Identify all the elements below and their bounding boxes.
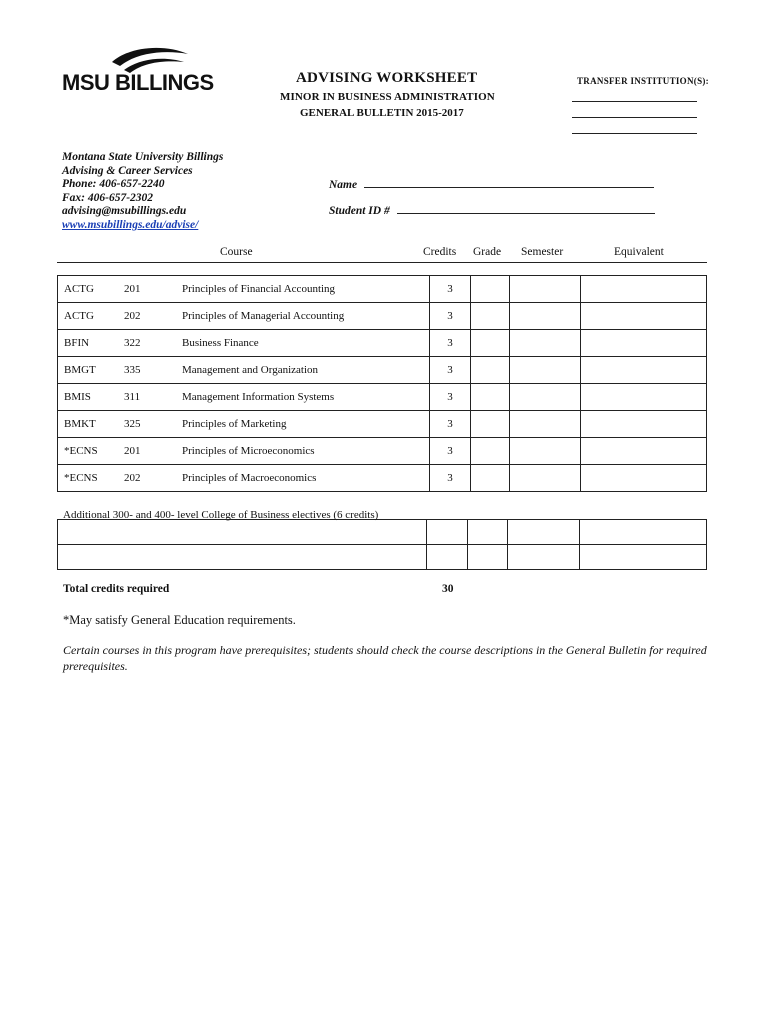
semester-cell[interactable] [510, 411, 581, 438]
equivalent-cell[interactable] [579, 545, 706, 570]
transfer-institution-line[interactable] [572, 133, 697, 134]
grade-cell[interactable] [471, 357, 510, 384]
transfer-institution-line[interactable] [572, 117, 697, 118]
elective-credits-cell[interactable] [426, 520, 467, 545]
course-number: 201 [122, 276, 182, 303]
table-row [58, 411, 707, 438]
equivalent-cell[interactable] [581, 465, 707, 492]
transfer-institutions-label: TRANSFER INSTITUTION(S): [577, 76, 709, 86]
office-name: Advising & Career Services [62, 164, 193, 177]
total-credits-label: Total credits required [63, 583, 170, 595]
electives-label: Additional 300- and 400- level College of Business electives (6 credits) [63, 509, 379, 521]
column-header-grade: Grade [473, 246, 502, 258]
logo-wordmark: MSU BILLINGS [62, 70, 214, 95]
gen-ed-note: *May satisfy General Education requirements. [63, 613, 296, 627]
page-subtitle: MINOR IN BUSINESS ADMINISTRATION [280, 91, 495, 103]
column-header-equivalent: Equivalent [614, 246, 664, 258]
bulletin-label: GENERAL BULLETIN 2015-2017 [300, 107, 464, 119]
course-dept: BFIN [58, 330, 123, 357]
transfer-institution-line[interactable] [572, 101, 697, 102]
university-name: Montana State University Billings [62, 151, 224, 163]
course-title: Principles of Financial Accounting [182, 276, 430, 303]
column-header-semester: Semester [521, 246, 564, 258]
electives-table [57, 519, 707, 570]
course-number: 311 [122, 384, 182, 411]
course-credits: 3 [430, 438, 471, 465]
total-credits-value: 30 [442, 583, 454, 595]
course-credits: 3 [430, 357, 471, 384]
course-credits: 3 [430, 303, 471, 330]
equivalent-cell[interactable] [581, 438, 707, 465]
course-number: 335 [122, 357, 182, 384]
course-title: Management and Organization [182, 357, 430, 384]
grade-cell[interactable] [471, 330, 510, 357]
elective-credits-cell[interactable] [426, 545, 467, 570]
course-dept: BMIS [58, 384, 123, 411]
course-table [57, 275, 707, 492]
page-title: ADVISING WORKSHEET [296, 70, 478, 86]
course-title: Principles of Managerial Accounting [182, 303, 430, 330]
course-number: 201 [122, 438, 182, 465]
equivalent-cell[interactable] [581, 384, 707, 411]
equivalent-cell[interactable] [581, 357, 707, 384]
grade-cell[interactable] [471, 465, 510, 492]
elective-course-cell[interactable] [58, 545, 427, 570]
prerequisite-note: Certain courses in this program have prerequisites; students should check the course descriptions in the General Bulletin for required prerequisites. [63, 643, 707, 673]
phone-number: Phone: 406-657-2240 [62, 178, 165, 190]
course-number: 325 [122, 411, 182, 438]
table-row [58, 303, 707, 330]
semester-cell[interactable] [507, 545, 579, 570]
name-field[interactable] [364, 177, 654, 188]
course-dept: BMGT [58, 357, 123, 384]
course-title: Management Information Systems [182, 384, 430, 411]
equivalent-cell[interactable] [581, 303, 707, 330]
header-divider [57, 262, 707, 263]
msu-billings-logo [62, 44, 212, 100]
course-credits: 3 [430, 384, 471, 411]
course-dept: *ECNS [58, 438, 123, 465]
course-credits: 3 [430, 411, 471, 438]
course-title: Principles of Marketing [182, 411, 430, 438]
grade-cell[interactable] [471, 276, 510, 303]
equivalent-cell[interactable] [581, 330, 707, 357]
course-dept: ACTG [58, 276, 123, 303]
table-row [58, 384, 707, 411]
name-label: Name [329, 179, 358, 191]
semester-cell[interactable] [510, 330, 581, 357]
table-row [58, 330, 707, 357]
table-row [58, 545, 707, 570]
course-credits: 3 [430, 276, 471, 303]
student-id-row [329, 203, 655, 217]
course-number: 202 [122, 465, 182, 492]
grade-cell[interactable] [471, 438, 510, 465]
email-address: advising@msubillings.edu [62, 205, 187, 217]
equivalent-cell[interactable] [581, 411, 707, 438]
table-row [58, 465, 707, 492]
equivalent-cell[interactable] [579, 520, 706, 545]
table-row [58, 438, 707, 465]
semester-cell[interactable] [510, 465, 581, 492]
table-row [58, 357, 707, 384]
grade-cell[interactable] [471, 411, 510, 438]
course-credits: 3 [430, 465, 471, 492]
column-header-credits: Credits [423, 246, 457, 258]
course-title: Principles of Macroeconomics [182, 465, 430, 492]
student-id-label: Student ID # [329, 205, 390, 217]
grade-cell[interactable] [468, 520, 507, 545]
grade-cell[interactable] [471, 303, 510, 330]
semester-cell[interactable] [510, 276, 581, 303]
name-row [329, 177, 654, 191]
semester-cell[interactable] [510, 357, 581, 384]
grade-cell[interactable] [471, 384, 510, 411]
fax-number: Fax: 406-657-2302 [62, 191, 154, 204]
table-row [58, 276, 707, 303]
semester-cell[interactable] [510, 384, 581, 411]
semester-cell[interactable] [507, 520, 579, 545]
course-title: Business Finance [182, 330, 430, 357]
column-header-course: Course [220, 246, 253, 258]
elective-course-cell[interactable] [58, 520, 427, 545]
course-dept: ACTG [58, 303, 123, 330]
table-row [58, 520, 707, 545]
semester-cell[interactable] [510, 438, 581, 465]
course-number: 322 [122, 330, 182, 357]
course-dept: *ECNS [58, 465, 123, 492]
course-credits: 3 [430, 330, 471, 357]
equivalent-cell[interactable] [581, 276, 707, 303]
student-id-field[interactable] [397, 203, 655, 214]
semester-cell[interactable] [510, 303, 581, 330]
course-title: Principles of Microeconomics [182, 438, 430, 465]
course-number: 202 [122, 303, 182, 330]
contact-info [62, 151, 223, 232]
website-link[interactable]: www.msubillings.edu/advise/ [62, 218, 199, 231]
grade-cell[interactable] [468, 545, 507, 570]
course-dept: BMKT [58, 411, 123, 438]
